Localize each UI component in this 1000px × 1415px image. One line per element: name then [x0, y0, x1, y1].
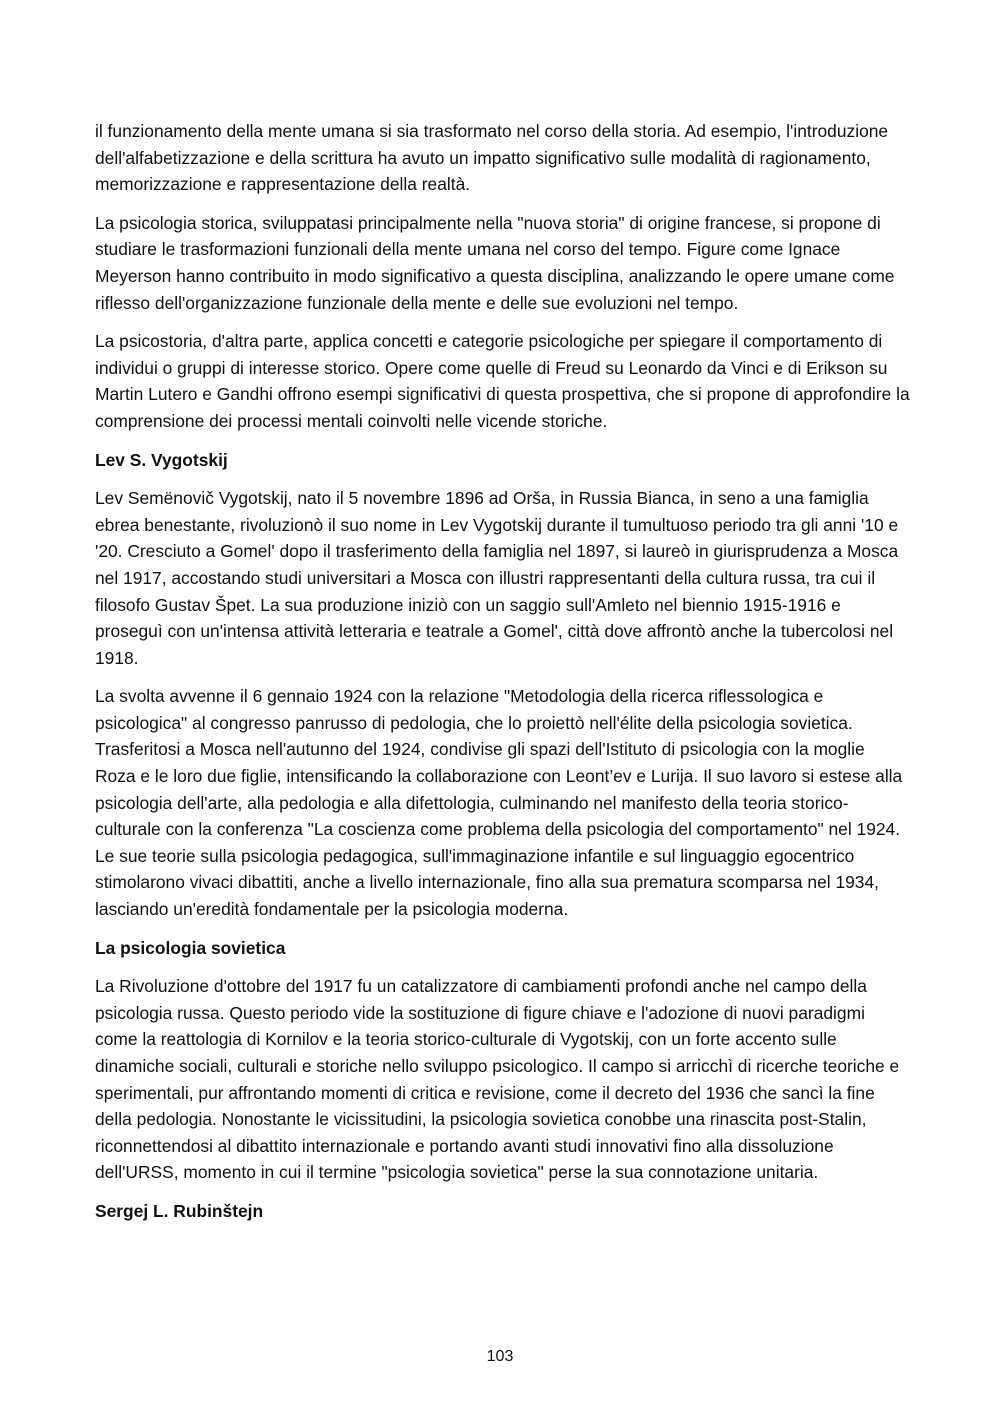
paragraph-vygotskij-career: La svolta avvenne il 6 gennaio 1924 con la relazione "Metodologia della ricerca riflessologica e psicologica" al congresso panrusso di pedologia, che lo proiettò nell'élite della psicologia sovietica. Trasferitosi a Mosca nell'autunno del 1924, condivise gli spazi dell'Istituto di psicologia con la moglie Roza e le loro due figlie, intensificando la collaborazione con Leont’ev e Lurija. Il suo lavoro si estese alla psicologia dell'arte, alla pedologia e alla difettologia, culminando nel manifesto della teoria storico-culturale con la conferenza "La coscienza come problema della psicologia del comportamento" nel 1924. Le sue teorie sulla psicologia pedagogica, sull'immaginazione infantile e sul linguaggio egocentrico stimolarono vivaci dibattiti, anche a livello internazionale, fino alla sua prematura scomparsa nel 1934, lasciando un'eredità fondamentale per la psicologia moderna.: [95, 686, 903, 920]
paragraph-meyerson-intro: il funzionamento della mente umana si sia trasformato nel corso della storia. Ad esempio, l'introduzione dell'alfabetizzazione e della scrittura ha avuto un impatto significativo sulle modalità di ragionamento, memorizzazione e rappresentazione della realtà.: [95, 121, 889, 195]
heading-rubinstejn: Sergej L. Rubinštejn: [95, 1200, 264, 1221]
heading-psicologia-sovietica: La psicologia sovietica: [95, 937, 286, 958]
paragraph-psicostoria: La psicostoria, d'altra parte, applica concetti e categorie psicologiche per spiegare il comportamento di individui o gruppi di interesse storico. Opere come quelle di Freud su Leonardo da Vinci e di Erikson su Martin Lutero e Gandhi offrono esempi significativi di questa prospettiva, che si propone di approfondire la comprensione dei processi mentali coinvolti nelle vicende storiche.: [95, 331, 910, 431]
page-number: 103: [486, 1348, 514, 1365]
paragraph-vygotskij-bio: Lev Semënovič Vygotskij, nato il 5 novembre 1896 ad Orša, in Russia Bianca, in seno a una famiglia ebrea benestante, rivoluzionò il suo nome in Lev Vygotskij durante il tumultuoso periodo tra gli anni '10 e '20. Cresciuto a Gomel' dopo il trasferimento della famiglia nel 1897, si laureò in giurisprudenza a Mosca nel 1917, accostando studi universitari a Mosca con illustri rappresentanti della cultura russa, tra cui il filosofo Gustav Špet. La sua produzione iniziò con un saggio sull'Amleto nel biennio 1915-1916 e proseguì con un'intensa attività letteraria e teatrale a Gomel', città dove affrontò anche la tubercolosi nel 1918.: [95, 488, 899, 668]
heading-vygotskij: Lev S. Vygotskij: [95, 449, 228, 470]
paragraph-psicologia-storica: La psicologia storica, sviluppatasi principalmente nella "nuova storia" di origine francese, si propone di studiare le trasformazioni funzionali della mente umana nel corso del tempo. Figure come Ignace Meyerson hanno contribuito in modo significativo a questa disciplina, analizzando le opere umane come riflesso dell'organizzazione funzionale della mente e delle sue evoluzioni nel tempo.: [95, 212, 895, 313]
paragraph-psicologia-sovietica: La Rivoluzione d'ottobre del 1917 fu un catalizzatore di cambiamenti profondi anche nel campo della psicologia russa. Questo periodo vide la sostituzione di figure chiave e l'adozione di nuovi paradigmi come la reattologia di Kornilov e la teoria storico-culturale di Vygotskij, con un forte accento sulle dinamiche sociali, culturali e storiche nello sviluppo psicologico. Il campo si arricchì di ricerche teoriche e sperimentali, pur affrontando momenti di critica e revisione, come il decreto del 1936 che sancì la fine della pedologia. Nonostante le vicissitudini, la psicologia sovietica conobbe una rinascita post-Stalin, riconnettendosi al dibattito internazionale e portando avanti studi innovativi fino alla dissoluzione dell'URSS, momento in cui il termine "psicologia sovietica" perse la sua connotazione unitaria.: [95, 976, 900, 1183]
page-body: [95, 118, 910, 1237]
